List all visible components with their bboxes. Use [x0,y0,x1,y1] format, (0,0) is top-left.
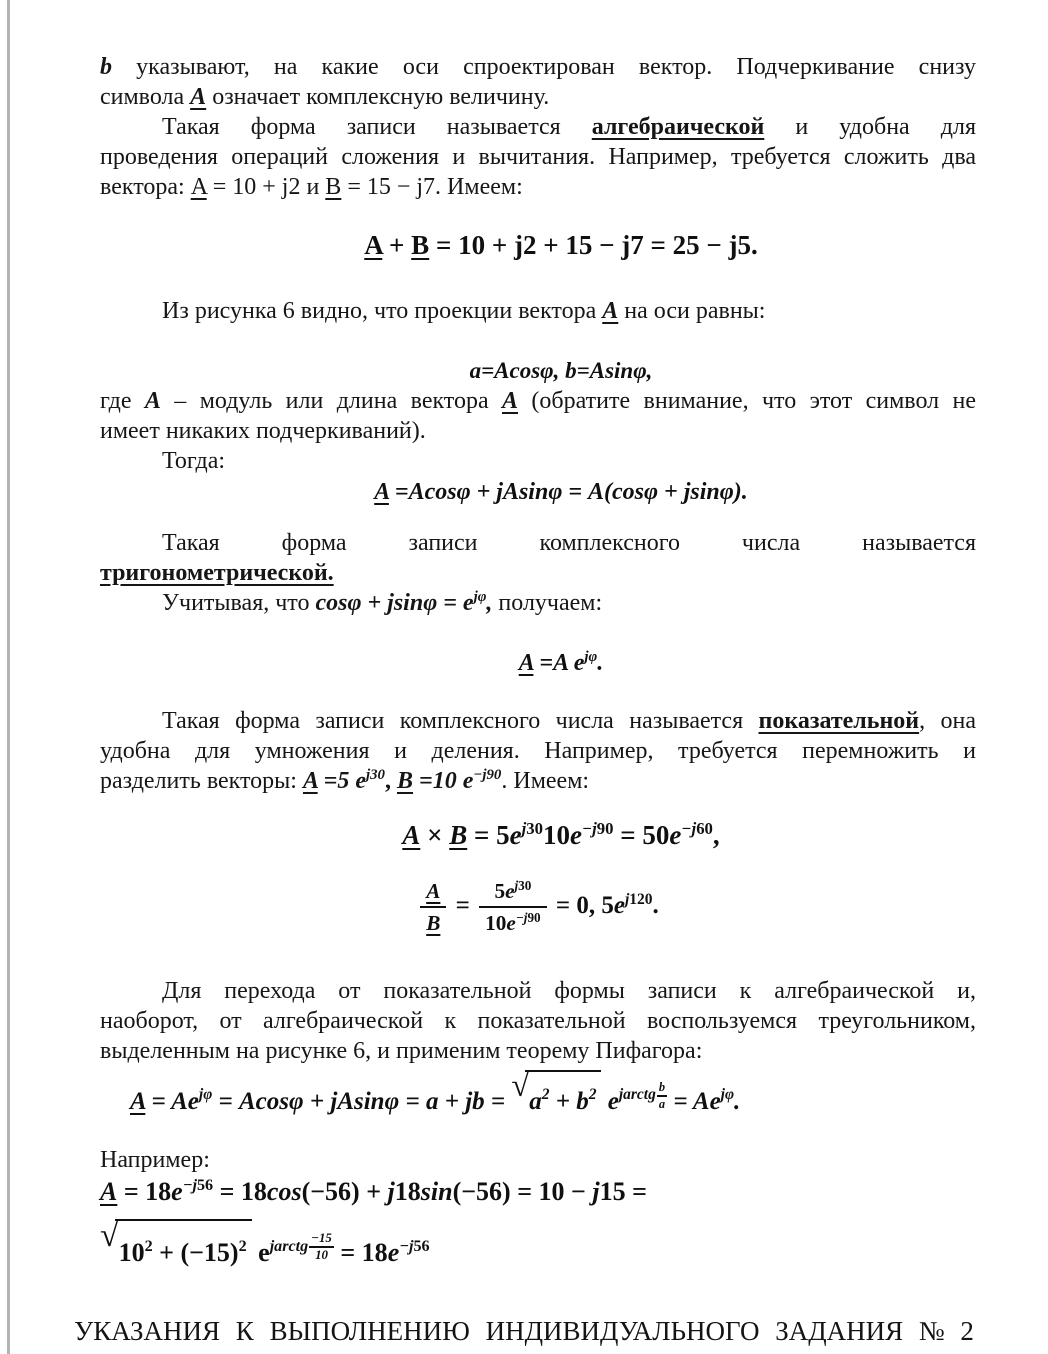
formula-tail: = $18e^{-j56}$ [333,1237,430,1267]
paragraph-modulus-note [100,386,976,446]
formula-trigonometric-form: A =Acosφ + jAsinφ = A(cosφ + jsinφ). [374,479,748,505]
small-fraction-b-over-a [657,1081,667,1111]
small-fraction-denominator: a [658,1096,666,1111]
small-fraction-denominator: 10 [315,1248,328,1263]
radicand: $a^2 + b^2$ [525,1070,601,1129]
formula-example-line2 [100,1216,976,1283]
vector-b-symbol: B [426,911,441,936]
text-line: выделенным на рисунке 6, и применим теорему Пифагора: [100,1037,703,1064]
text-line: удобна для умножения и деления. Например, требуется перемножить и [100,738,976,764]
formula-tail: = $Ae^{j\varphi}$. [667,1086,741,1115]
paragraph-euler-identity: Учитывая, что $\cos\varphi + jsin\varphi = e^{j\varphi}$, получаем: [162,588,603,616]
fraction-numerator: $5e^{j30}$ [479,879,546,908]
radicand: $10^2 + (-15)^2$ [115,1219,252,1283]
paragraph-pythagoras [100,976,976,1066]
paragraph-intro [100,52,976,112]
formula-vector-sum: A + B = 10 + j2 + 15 − j7 = 25 − j5. [364,230,758,260]
text-line: Такая форма записи комплексного числа называется [162,530,976,556]
small-fraction-numerator: b [657,1081,667,1097]
text-line: проведения операций сложения и вычитания. Например, требуется сложить два [100,144,976,170]
fraction-a-over-b [420,879,446,936]
paragraph-for-example: Например: [100,1146,210,1173]
formula-division [100,879,976,936]
vector-a-symbol: A [426,879,441,903]
fraction-numerator [420,879,446,908]
text-line: b указывают, на какие оси спроектирован вектор. Подчеркивание снизу [100,54,976,80]
text-line: имеет никаких подчеркиваний). [100,418,426,444]
fraction-denominator [420,908,446,935]
small-fraction-minus15-over-10 [309,1232,334,1263]
text-line: наоборот, от алгебраической к показательной воспользуемся треугольником, [100,1007,976,1034]
text-line: Такая форма записи комплексного числа называется показательной, она [162,708,977,734]
square-root [100,1216,252,1283]
radical-icon: √ [100,1216,119,1254]
formula-example-line1: $A = 18e^{-j56} = 18\cos(-56) + j18\sin(-56) = 10 - j15$ = [100,1176,647,1206]
page-left-border-line [7,0,10,1354]
text-line: Для перехода от показательной формы записи к алгебраической и, [162,977,976,1004]
paragraph-exponential-name [100,706,976,799]
text-line: разделить векторы: A =5 $e^{j30}$, B =10 $e^{-j90}$. Имеем: [100,766,590,794]
exponent-arctg [618,1079,667,1111]
euler-e: e [251,1237,270,1267]
formula-form-conversion [100,1067,976,1129]
paragraph-trigonometric-name [100,528,976,588]
text-line: где A – модуль или длина вектора A (обратите внимание, что этот символ не [100,388,977,414]
document-content [100,0,976,1283]
equals-sign: = [449,892,477,920]
text-line: символа A означает комплексную величину. [100,84,550,110]
text-line: тригонометрической. [100,560,334,586]
fraction-denominator: $10e^{-j90}$ [485,910,541,936]
formula-projections: a=Acosφ, b=Asinφ, [469,358,653,383]
formula-head: $A = Ae^{j\varphi} = Acos\varphi + jAsin\varphi = a$ + jb = [130,1086,512,1115]
radical-icon: √ [511,1067,530,1104]
small-fraction-numerator: −15 [309,1232,334,1249]
paragraph-then: Тогда: [162,448,226,474]
section-heading-task2: УКАЗАНИЯ К ВЫПОЛНЕНИЮ ИНДИВИДУАЛЬНОГО ЗАДАНИЯ № 2 [74,1316,974,1346]
square-root [511,1067,601,1129]
fraction-exponentials [479,879,546,936]
text-line: Такая форма записи называется алгебраической и удобна для [162,114,976,140]
exponent-arctg [269,1230,334,1263]
formula-multiplication: $A \times B = 5e^{j30}10e^{-j90} = 50e^{-j60}$, [402,818,720,850]
paragraph-figure6-projections: Из рисунка 6 видно, что проекции вектора A на оси равны: [162,298,766,324]
division-result: = 0, $5e^{j120}$. [549,890,659,920]
arctg-label: jarctg [618,1086,656,1104]
euler-e: e [601,1087,619,1115]
formula-exponential-form: A =A $e^{j\varphi}$. [518,648,604,676]
arctg-label: jarctg [269,1237,309,1255]
paragraph-algebraic-form [100,112,976,202]
text-line: вектора: A = 10 + j2 и B = 15 − j7. Имеем: [100,174,523,200]
